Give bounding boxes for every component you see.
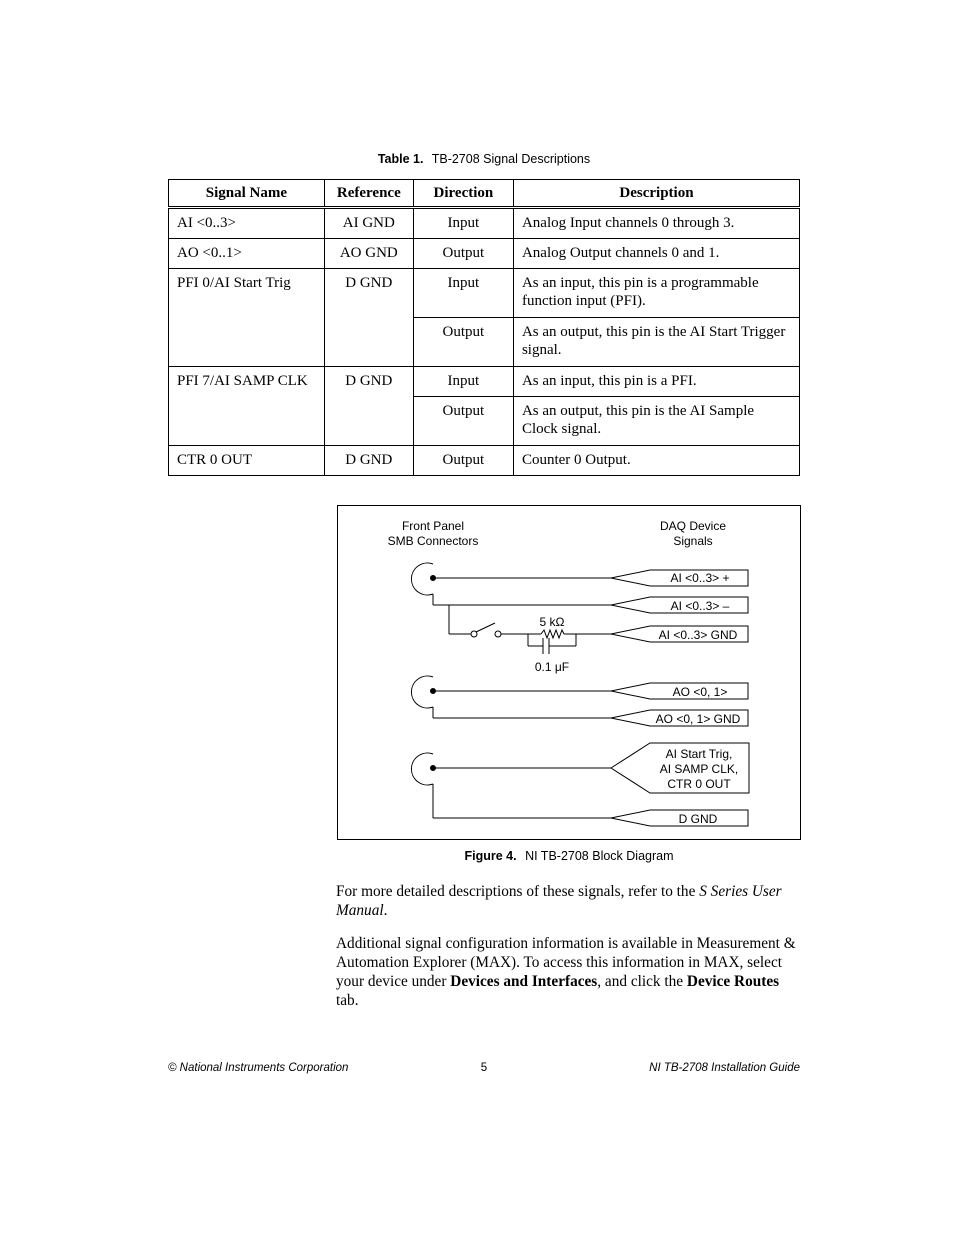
cell-signal: PFI 7/AI SAMP CLK <box>169 367 325 446</box>
devices-and-interfaces-term: Devices and Interfaces <box>450 973 598 990</box>
resistor-label: 5 kΩ <box>539 615 565 629</box>
left-heading-2: SMB Connectors <box>387 534 479 548</box>
page-number: 5 <box>480 1062 488 1074</box>
footer-copyright: © National Instruments Corporation <box>168 1062 349 1074</box>
table-caption-text: TB-2708 Signal Descriptions <box>431 152 591 166</box>
p1-end: . <box>383 902 388 919</box>
header-signal-name: Signal Name <box>169 180 325 208</box>
svg-text:CTR 0 OUT: CTR 0 OUT <box>667 777 731 791</box>
table-row <box>169 367 800 397</box>
cell-signal: CTR 0 OUT <box>169 446 325 476</box>
figure-caption-label: Figure 4. <box>464 849 517 863</box>
cell-signal: AI <0..3> <box>169 208 325 239</box>
device-routes-term: Device Routes <box>686 973 780 990</box>
table-row <box>169 269 800 318</box>
smb-connector-ai <box>411 563 611 674</box>
signal-descriptions-table <box>168 179 800 476</box>
svg-text:AI <0..3> +: AI <0..3> + <box>670 571 730 585</box>
signal-ai-plus <box>611 570 748 586</box>
smb-connector-ao <box>411 676 611 718</box>
table-header-row <box>169 180 800 208</box>
header-direction: Direction <box>413 180 513 208</box>
cell-signal: AO <0..1> <box>169 239 325 269</box>
p2-text-3: tab. <box>336 992 359 1009</box>
signal-ao-gnd <box>611 710 748 726</box>
cell-reference: AO GND <box>324 239 413 269</box>
header-description: Description <box>513 180 799 208</box>
cell-signal: PFI 0/AI Start Trig <box>169 269 325 367</box>
left-heading-1: Front Panel <box>401 519 465 533</box>
signal-ai-gnd <box>611 626 748 642</box>
right-heading-2: Signals <box>673 534 713 548</box>
cell-reference: D GND <box>324 367 413 446</box>
cell-direction: Output <box>413 397 513 446</box>
svg-text:AI SAMP CLK,: AI SAMP CLK, <box>659 762 739 776</box>
header-reference: Reference <box>324 180 413 208</box>
block-diagram-svg <box>338 506 800 839</box>
cell-direction: Output <box>413 318 513 367</box>
footer-doc-title: NI TB-2708 Installation Guide <box>649 1062 800 1074</box>
cell-description: Analog Input channels 0 through 3. <box>513 208 799 239</box>
cell-description: As an output, this pin is the AI Sample Clock signal. <box>513 397 799 446</box>
figure-caption <box>337 849 801 863</box>
cell-description: As an input, this pin is a programmable function input (PFI). <box>513 269 799 318</box>
p1-text: For more detailed descriptions of these signals, refer to the <box>336 883 700 900</box>
right-heading-1: DAQ Device <box>659 519 727 533</box>
signal-ai-minus <box>611 597 748 613</box>
cell-reference: D GND <box>324 269 413 367</box>
svg-text:AO <0, 1> GND: AO <0, 1> GND <box>655 712 741 726</box>
page-footer <box>168 1062 800 1078</box>
table-row <box>169 446 800 476</box>
cell-direction: Output <box>413 239 513 269</box>
paragraph-detailed-descriptions <box>336 882 802 920</box>
figure-caption-text: NI TB-2708 Block Diagram <box>525 849 674 863</box>
cell-direction: Input <box>413 208 513 239</box>
signal-trigger-group <box>611 743 749 793</box>
p2-text-2: , and click the <box>597 973 687 990</box>
cell-direction: Output <box>413 446 513 476</box>
svg-text:AO <0, 1>: AO <0, 1> <box>672 685 728 699</box>
cell-reference: D GND <box>324 446 413 476</box>
cell-description: As an input, this pin is a PFI. <box>513 367 799 397</box>
paragraph-max-configuration <box>336 934 802 1010</box>
manual-reference: S Series User Manual <box>336 883 782 919</box>
table-row <box>169 208 800 239</box>
cell-description: Counter 0 Output. <box>513 446 799 476</box>
table-caption-label: Table 1. <box>377 152 424 166</box>
svg-text:D GND: D GND <box>678 812 718 826</box>
cell-reference: AI GND <box>324 208 413 239</box>
svg-text:AI <0..3> GND: AI <0..3> GND <box>658 628 738 642</box>
cell-description: As an output, this pin is the AI Start Trigger signal. <box>513 318 799 367</box>
smb-connector-pfi <box>411 753 611 818</box>
signal-ao <box>611 683 748 699</box>
cell-direction: Input <box>413 367 513 397</box>
capacitor-label: 0.1 μF <box>534 660 570 674</box>
cell-description: Analog Output channels 0 and 1. <box>513 239 799 269</box>
svg-text:AI <0..3> –: AI <0..3> – <box>670 599 730 613</box>
p2-text-1: Additional signal configuration information is available in Measurement & Automation Explorer (MAX). To access this information in MAX, select your device under <box>336 935 796 990</box>
table-row <box>169 239 800 269</box>
signal-d-gnd <box>611 810 748 826</box>
cell-direction: Input <box>413 269 513 318</box>
table-caption <box>168 152 800 166</box>
svg-text:AI Start Trig,: AI Start Trig, <box>665 747 733 761</box>
block-diagram <box>337 505 801 840</box>
